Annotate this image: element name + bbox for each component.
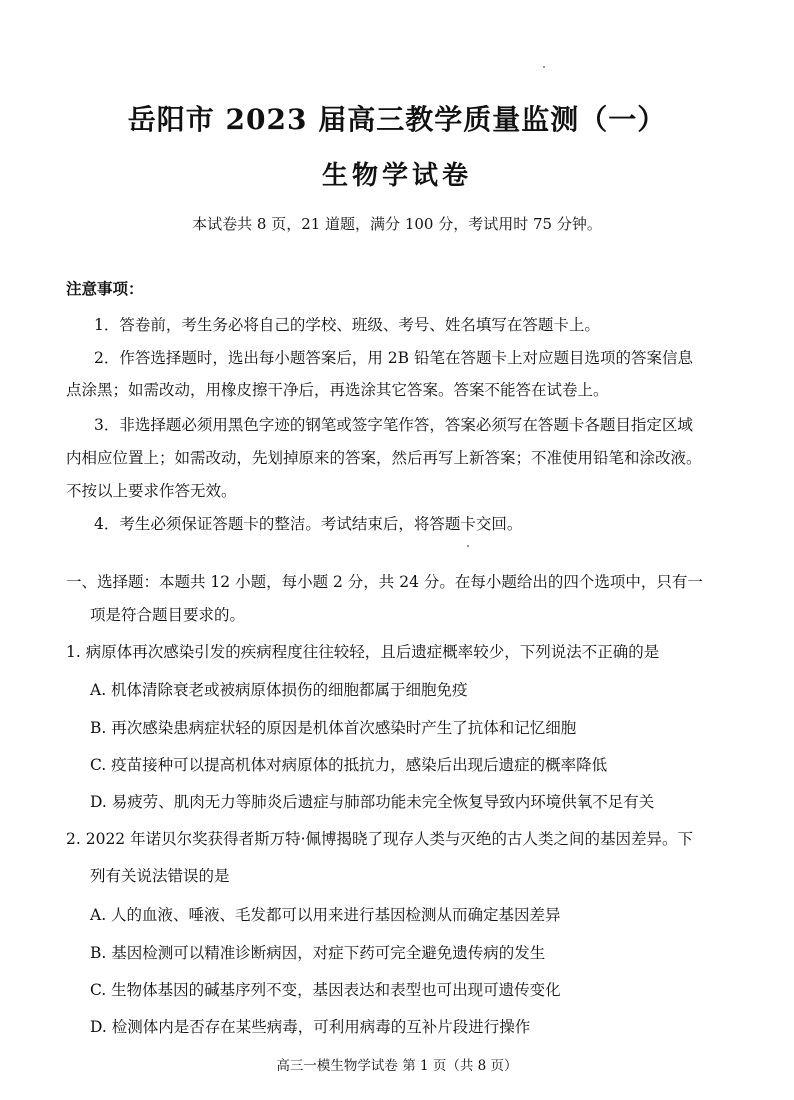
- question-2-stem: 2. 2022 年诺贝尔奖获得者斯万特·佩博揭晓了现存人类与灭绝的古人类之间的基因差异。下: [66, 830, 694, 848]
- page-footer: 高三一模生物学试卷 第 1 页（共 8 页）: [276, 1058, 518, 1074]
- scan-speck: [543, 66, 545, 68]
- exam-info: 本试卷共 8 页，21 道题，满分 100 分，考试用时 75 分钟。: [192, 215, 602, 233]
- notice-line: 不按以上要求作答无效。: [66, 482, 237, 500]
- notice-line: 3．非选择题必须用黑色字迹的钢笔或签字笔作答，答案必须写在答题卡各题目指定区域: [94, 416, 693, 434]
- question-2-stem-cont: 列有关说法错误的是: [90, 867, 230, 885]
- scan-speck: [467, 545, 469, 547]
- question-2-option-b: B. 基因检测可以精准诊断病因，对症下药可完全避免遗传病的发生: [90, 944, 546, 962]
- notice-heading: 注意事项：: [66, 279, 144, 298]
- question-2-option-c: C. 生物体基因的碱基序列不变，基因表达和表型也可出现可遗传变化: [90, 981, 561, 999]
- page-title: 岳阳市 2023 届高三教学质量监测（一）: [127, 103, 667, 136]
- notice-line: 点涂黑；如需改动，用橡皮擦干净后，再选涂其它答案。答案不能答在试卷上。: [66, 381, 609, 399]
- section-heading: 一、选择题：本题共 12 小题，每小题 2 分，共 24 分。在每小题给出的四个选项中，只有一: [66, 573, 703, 591]
- notice-line: 2．作答选择题时，选出每小题答案后，用 2B 铅笔在答题卡上对应题目选项的答案信息: [94, 349, 693, 367]
- question-1-stem: 1. 病原体再次感染引发的疾病程度往往较轻，且后遗症概率较少，下列说法不正确的是: [66, 643, 660, 661]
- question-1-option-c: C. 疫苗接种可以提高机体对病原体的抵抗力，感染后出现后遗症的概率降低: [90, 756, 608, 774]
- question-1-option-d: D. 易疲劳、肌肉无力等肺炎后遗症与肺部功能未完全恢复导致内环境供氧不足有关: [90, 793, 655, 811]
- exam-subject-title: 生物学试卷: [321, 161, 472, 191]
- notice-line: 内相应位置上；如需改动，先划掉原来的答案，然后再写上新答案；不准使用铅笔和涂改液。: [66, 449, 702, 467]
- question-1-option-a: A. 机体清除衰老或被病原体损伤的细胞都属于细胞免疫: [90, 681, 468, 699]
- notice-line: 4．考生必须保证答题卡的整洁。考试结束后，将答题卡交回。: [94, 515, 523, 533]
- question-2-option-a: A. 人的血液、唾液、毛发都可以用来进行基因检测从而确定基因差异: [90, 906, 561, 924]
- notice-line: 1．答卷前，考生务必将自己的学校、班级、考号、姓名填写在答题卡上。: [94, 316, 600, 334]
- question-1-option-b: B. 再次感染患病症状轻的原因是机体首次感染时产生了抗体和记忆细胞: [90, 719, 577, 737]
- section-heading-cont: 项是符合题目要求的。: [90, 606, 246, 624]
- question-2-option-d: D. 检测体内是否存在某些病毒，可利用病毒的互补片段进行操作: [90, 1018, 531, 1036]
